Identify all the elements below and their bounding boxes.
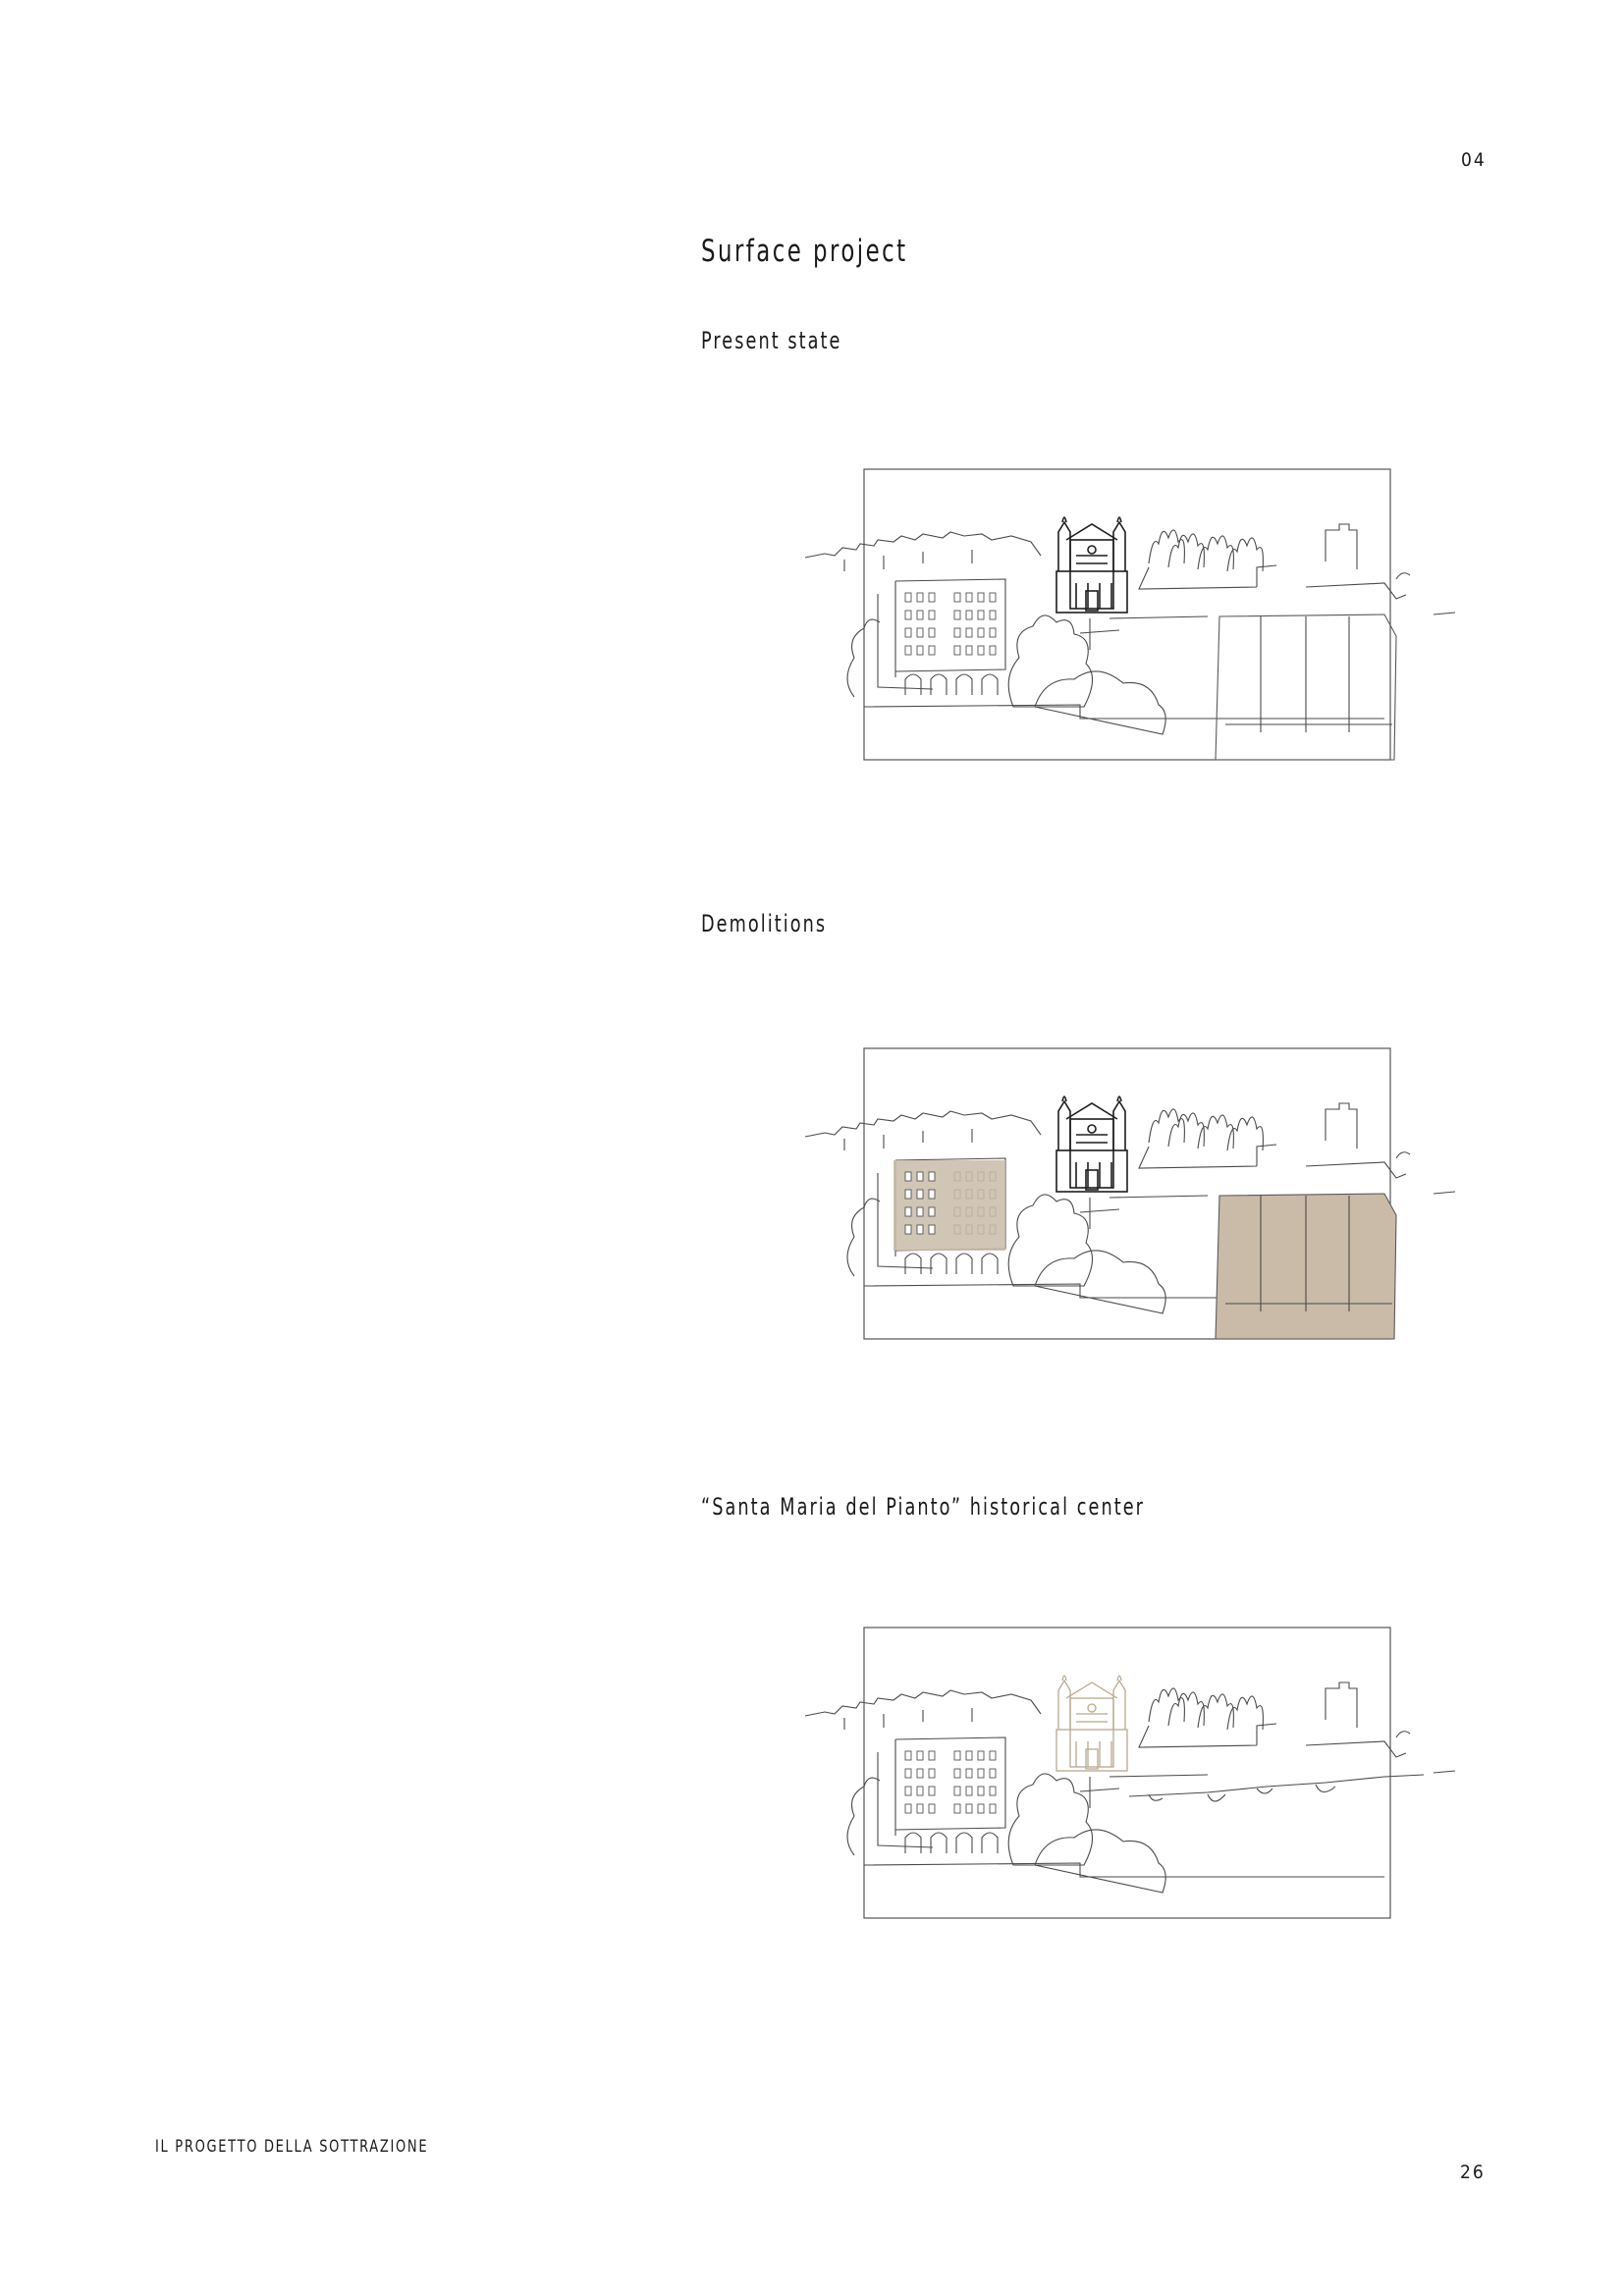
page-title: Surface project <box>701 234 908 269</box>
elevation-drawing-historical-center <box>795 1620 1483 1934</box>
elevation-drawing-present-state <box>795 461 1483 775</box>
elevation-drawing-demolitions <box>795 1041 1483 1355</box>
chapter-number: 04 <box>1461 149 1487 171</box>
section-label-historical-center: “Santa Maria del Pianto” historical center <box>701 1493 1145 1521</box>
book-title: IL PROGETTO DELLA SOTTRAZIONE <box>155 2137 429 2157</box>
section-label-present-state: Present state <box>701 327 842 354</box>
section-label-demolitions: Demolitions <box>701 910 828 937</box>
page-number: 26 <box>1460 2162 1486 2183</box>
